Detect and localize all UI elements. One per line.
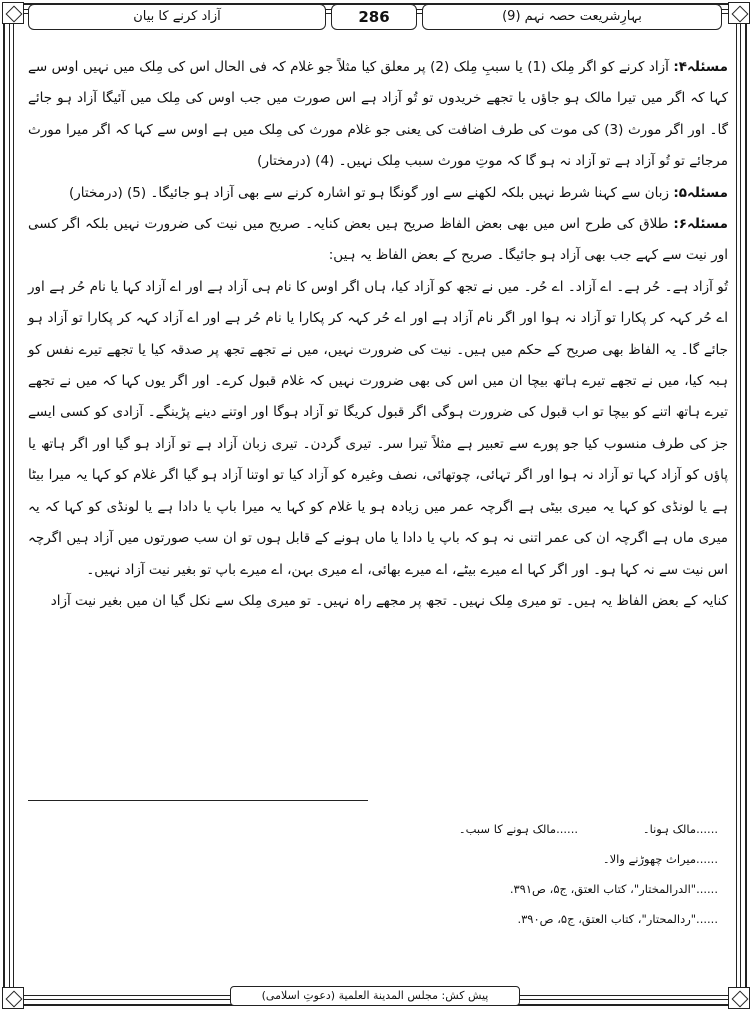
paragraph-text: زبان سے کہنا شرط نہیں بلکہ لکھنے سے اور گونگا ہو تو اشارہ کرنے سے بھی آزاد ہو جائیگا۔ (5) (درمختار) — [69, 184, 670, 201]
corner-ornament — [2, 987, 24, 1009]
corner-ornament — [728, 987, 750, 1009]
page-header — [0, 4, 752, 34]
publisher-footer: پیش کش: مجلس المدینة العلمیة (دعوتِ اسلامی) — [230, 986, 520, 1006]
footnote: ......مالک ہونا۔ — [642, 822, 718, 836]
book-title: بہارِشریعت حصہ نہم (9) — [422, 4, 722, 30]
masala-label: مسئلہ۶: — [673, 216, 728, 233]
page-number: 286 — [331, 4, 417, 30]
masala-label: مسئلہ۴: — [673, 59, 728, 75]
paragraph-text: کنایہ کے بعض الفاظ یہ ہیں۔ تو میری مِلک نہیں۔ تجھ پر مجھے راہ نہیں۔ تو میری مِلک سے نکل گیا ان میں بغیر نیت آزاد — [50, 592, 728, 609]
footnote: ......میراث چھوڑنے والا۔ — [602, 852, 718, 866]
paragraph-text: تُو آزاد ہے۔ حُر ہے۔ اے آزاد۔ اے حُر۔ میں نے تجھ کو آزاد کیا، ہاں اگر اوس کا نام ہی آزاد ہے اور اے آزاد کہا یا نام حُر ہے اور اے حُر کہہ کر پکارا تو آزاد نہ ہوا اور اگر نام آزاد ہے اور اے حُر کہہ کر پکارا یا نام حُر ہے اور اے آزاد کہہ کر پکارا تو آزاد ہو جائے گا۔ یہ الفاظ بھی صریح کے حکم میں ہیں۔ نیت کی ضرورت نہیں، میں نے تجھے تجھ پر صدقہ کیا یا تجھے تیرے نفس کو ہبہ کیا، میں نے تجھے تیرے ہاتھ بیچا ان میں اس کی بھی ضرورت نہیں کہ غلام قبول کرے۔ اور اگر یوں کہا کہ میں نے تجھے تیرے ہاتھ اتنے کو بیچا تو اب قبول کی ضرورت ہوگی اگر قبول کریگا تو آزاد ہوگا اور اوتنے دینے پڑینگے۔ آزادی کو کسی ایسے جز کی طرف منسوب کیا جو پورے سے تعبیر ہے مثلاً تیرا سر۔ تیری گردن۔ تیری زبان آزاد ہے تو آزاد ہو گیا اور اگر ہاتھ یا پاؤں کو آزاد کہا تو آزاد نہ ہوا اور اگر تہائی، چوتھائی، نصف وغیرہ کو آزاد کیا تو اوتنا آزاد ہو گیا اگر غلام کو کہا یہ میرا بیٹا ہے یا لونڈی کو کہا یہ میری بیٹی ہے اگرچہ عمر میں زیادہ ہو یا غلام کو کہا یہ میرا باپ یا دادا ہے یا لونڈی کو کہا کہ یہ میری ماں ہے اگرچہ ان کی عمر اتنی نہ ہو کہ باپ یا دادا یا ماں ہونے کے قابل ہوں تو ان سب صورتوں میں آزاد ہیں اگرچہ اس نیت سے نہ کہا ہو۔ اور اگر کہا اے میرے بیٹے، اے میرے بھائی، اے میری بہن، اے میرے باپ تو بغیر نیت آزاد نہیں۔ — [28, 278, 728, 578]
paragraph — [28, 272, 728, 586]
paragraph — [28, 586, 728, 617]
footnote: ......"ردالمحتار"، کتاب العتق، ج۵، ص۳۹۰. — [517, 912, 718, 926]
masala-label: مسئلہ۵: — [673, 184, 728, 201]
footnote-row — [28, 904, 718, 934]
footnote: ......مالک ہونے کا سبب۔ — [458, 822, 578, 836]
footnote-row — [28, 814, 718, 844]
footnotes — [28, 814, 718, 934]
footnote-row — [28, 844, 718, 874]
chapter-title: آزاد کرنے کا بیان — [28, 4, 326, 30]
footnote-row — [28, 874, 718, 904]
paragraph-text: طلاق کی طرح اس میں بھی بعض الفاظ صریح ہیں بعض کنایہ۔ صریح میں نیت کی ضرورت نہیں بلکہ اگر کسی اور نیت سے کہے جب بھی آزاد ہو جائیگا۔ صریح کے بعض الفاظ یہ ہیں: — [28, 216, 728, 264]
paragraph — [28, 178, 728, 209]
footnote-separator — [28, 800, 368, 801]
paragraph — [28, 52, 728, 178]
paragraph — [28, 209, 728, 272]
main-text — [28, 52, 728, 617]
footnote: ......"الدرالمختار"، کتاب العتق، ج۵، ص۳۹۱. — [509, 882, 718, 896]
paragraph-text: آزاد کرنے کو اگر مِلک (1) یا سببِ مِلک (2) پر معلق کیا مثلاً جو غلام کہ فی الحال اس کی مِلک میں نہیں اوس سے کہا کہ اگر میں تیرا مالک ہو جاؤں یا تجھے خریدوں تو تُو آزاد ہے اس صورت میں جب اوس کی مِلک میں آئیگا آزاد ہو جائے گا۔ اور اگر مورث (3) کی موت کی طرف اضافت کی یعنی جو غلام مورث کی مِلک میں ہے اوس سے کہا کہ اگر میرا مورث مرجائے تو تُو آزاد ہے تو آزاد نہ ہو گا کہ موتِ مورث سبب مِلک نہیں۔ (4) (درمختار) — [28, 59, 728, 170]
